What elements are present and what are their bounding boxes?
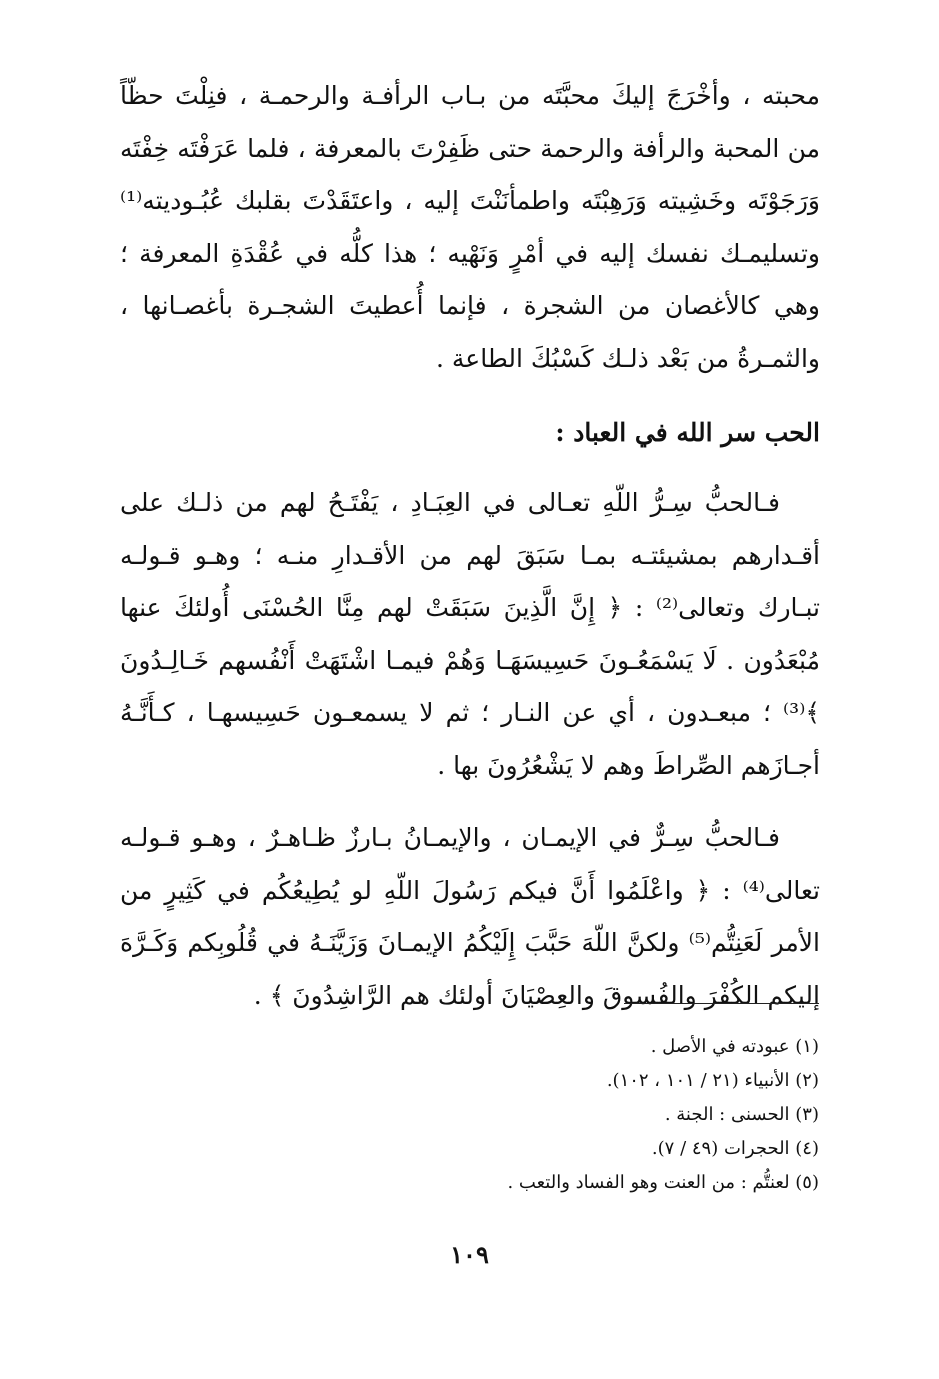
paragraph-love-secret: فـالحبُّ سِـرُّ اللّهِ تعـالى في العِبَـادِ ، يَفْتَـحُ لهم من ذلـك على أقـدارهم بمشيئتـه بمـا سَبَقَ لهم من الأقـدارِ منـه ؛ وهـو قـولـه تبـارك وتعالى⁽²⁾ : ﴿ إِنَّ الَّذِينَ سَبَقَتْ لهم مِنَّا الحُسْنَى أُولئكَ عنها مُبْعَدُون . لَا يَسْمَعُـونَ حَسِيسَهَـا وَهُمْ فيمـا اشْتَهَتْ أَنْفُسهم خَـالِـدُونَ ﴾⁽³⁾ ؛ مبعـدون ، أي عن النـار ؛ ثم لا يسمعـون حَسِيسهـا ، كـأَنَّـهُ أجـازَهم الصِّراطَ وهم لا يَشْعُرُونَ بها . [120,488,820,780]
footnote-4: (٤) الحجرات (٤٩ / ٧). [651,1138,819,1159]
footnote-1: (١) عبودته في الأصل . [650,1036,819,1057]
footnote-2: (٢) الأنبياء (٢١ / ١٠١ ، ١٠٢). [606,1070,819,1091]
page-number: ١٠٩ [450,1240,489,1269]
footnotes [319,1030,819,1200]
page-body [120,70,820,1022]
section-heading: الحب سر الله في العباد : [555,418,820,447]
paragraph-gap [120,792,820,812]
footnote-5: (٥) لعنتُّم : من العنت وهو الفساد والتعب . [507,1172,819,1193]
paragraph-opening: محبته ، وأخْرَجَ إليكَ محبَّتَه من بـاب الرأفـة والرحمـة ، فنِلْتَ حظّاً من المحبة والرأفة والرحمة حتى ظَفِرْتَ بالمعرفة ، فلما عَرَفْتَه خِفْتَه وَرَجَوْتَه وخَشِيته وَرَهِبْتَه واطمأنَنْتَ إليه ، واعتَقَدْتَ بقلبك عُبُـوديته⁽¹⁾ وتسليمـك نفسك إليه في أمْرٍ وَنَهْيه ؛ هذا كلُّه في عُقْدَةِ المعرفة ؛ وهي كالأغصان من الشجرة ، فإنما أُعطيتَ الشجـرة بأغصـانها ، والثمـرةُ من بَعْد ذلـك كَسْبُكَ الطاعة . [120,81,820,373]
footnote-3: (٣) الحسنى : الجنة . [664,1104,819,1125]
footnote-separator [624,1003,819,1004]
paragraph-love-faith: فـالحبُّ سِـرٌّ في الإيمـان ، والإيمـانُ بـارزٌ ظـاهـرٌ ، وهـو قـولـه تعالى⁽⁴⁾ : ﴿ واعْلَمُوا أَنَّ فيكم رَسُولَ اللّهِ لو يُطِيعُكُم في كَثِيرٍ من الأمر لَعَنِتُّم⁽⁵⁾ ولكنَّ اللّهَ حَبَّبَ إِلَيْكُمُ الإيمـانَ وَزَيَّنَـهُ في قُلُوبِكم وَكَـرَّهَ إليكم الكُفْرَ والفُسوقَ والعِصْيَانَ أولئك هم الرَّاشِدُونَ ﴾ . [120,823,820,1010]
